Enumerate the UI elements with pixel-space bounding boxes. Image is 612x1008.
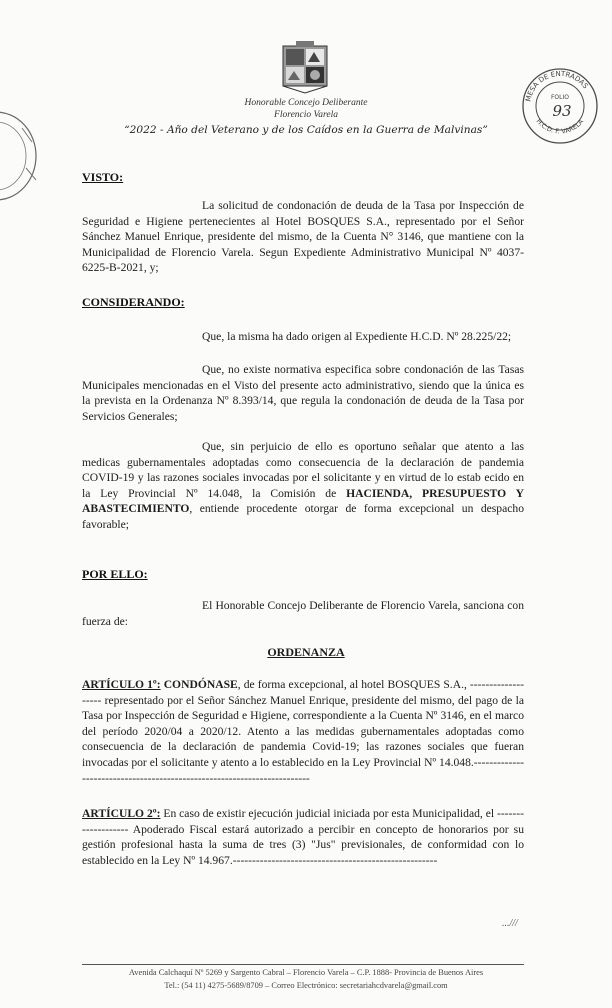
- svg-text:H.C.D. F. VARELA: [535, 117, 586, 135]
- considerando-text-3a: Que, sin perjuicio de ello es oportuno señalar que atento a las medicas gubernamentales adoptadas como consecuencia de la declaración de pandemia COVID-19 y las razones sociales invocadas por el solicitante y en virtud de lo estab ecido en la Ley Provincial Nº 14.048, la Comisión de: [82, 440, 524, 500]
- article-2-label: ARTÍCULO 2º:: [82, 807, 161, 820]
- considerando-paragraph-1: [82, 329, 524, 345]
- considerando-paragraph-3: [82, 439, 524, 533]
- year-motto: “2022 - Año del Veterano y de los Caídos en la Guerra de Malvinas”: [124, 124, 488, 136]
- council-name: Honorable Concejo Deliberante: [244, 98, 368, 108]
- article-1-label: ARTÍCULO 1º:: [82, 678, 161, 691]
- visto-heading: VISTO:: [82, 170, 124, 184]
- article-1-lead: CONDÓNASE: [163, 678, 238, 691]
- por-ello-paragraph: [82, 598, 524, 629]
- footer-contact: Tel.: (54 11) 4275-5689/8709 – Correo Electrónico: secretariahcdvarela@gmail.com: [164, 981, 448, 990]
- considerando-paragraph-2: [82, 362, 524, 424]
- considerando-text-3b: , entiende procedente otorgar de forma excepcional un despacho favorable;: [82, 502, 524, 531]
- por-ello-heading: POR ELLO:: [82, 567, 148, 581]
- ordenanza-title: ORDENANZA: [267, 645, 345, 659]
- article-2: [82, 806, 524, 868]
- footer-divider: [82, 964, 524, 965]
- article-1: [82, 677, 524, 786]
- stamp-folio-number: 93: [552, 102, 572, 120]
- considerando-text-2: Que, no existe normativa especifica sobre condonación de las Tasas Municipales mencionadas en el Visto del presente acto administrativo, siendo que la única es la prevista en la Ordenanza Nº 8.393/14, que regula la condonación de deuda de la Tasa por Servicios Generales;: [82, 363, 524, 423]
- committee-name: HACIENDA, PRESUPUESTO Y ABASTECIMIENTO: [82, 486, 525, 516]
- council-crest-logo: [282, 40, 328, 94]
- visto-paragraph: [82, 198, 524, 276]
- stamp-folio-label: FOLIO: [550, 94, 570, 101]
- city-name: Florencio Varela: [274, 110, 338, 120]
- considerando-text-1: Que, la misma ha dado origen al Expediente H.C.D. Nº 28.225/22;: [202, 330, 512, 343]
- stamp-bottom-text: H.C.D. F. VARELA: [534, 117, 586, 136]
- visto-text: La solicitud de condonación de deuda de la Tasa por Inspección de Seguridad e Higiene pertenecientes al Hotel BOSQUES S.A., representado por el Señor Sánchez Manuel Enrique, presidente del mismo, de la Cuenta N° 3146, que mantiene con la Municipalidad de Florencio Varela. Segun Expediente Administrativo Municipal Nº 4037-6225-B-2021, y;: [82, 199, 524, 275]
- article-2-text: En caso de existir ejecución judicial iniciada por esta Municipalidad, el ------------------- Apoderado Fiscal estará autorizado a percibir en concepto de honorarios por su gestión profesional hasta la suma de tres (3) "Jus" previsionales, de conformidad con lo establecido en la Ley Nº 14.967.-----------------------------------------------------: [82, 807, 524, 867]
- por-ello-text: El Honorable Concejo Deliberante de Florencio Varela, sanciona con fuerza de:: [82, 599, 524, 628]
- footer-address: Avenida Calchaquí Nº 5269 y Sargento Cabral – Florencio Varela – C.P. 1888- Provincia de Buenos Aires: [128, 968, 484, 977]
- continuation-mark: ...///: [502, 918, 518, 929]
- article-1-text: , de forma excepcional, al hotel BOSQUES S.A., ------------------- representado por el Señor Sánchez Manuel Enrique, presidente del mismo, del pago de la Tasa por Inspección de Seguridad e Higiene, correspondiente a la Cuenta Nº 3146, en el marco del período 2020/04 a 2020/12. Atento a las medidas gubernamentales adoptadas como consecuencia de la declaración de pandemia Covid-19; las razones sociales que fueran invocadas por el solicitante y atento a lo establecido en la Ley Provincial Nº 14.048.------------------------------------------------------------------------: [82, 678, 524, 785]
- folio-stamp: [520, 66, 600, 146]
- considerando-heading: CONSIDERANDO:: [82, 295, 185, 309]
- stamp-top-text: MESA DE ENTRADAS: [524, 69, 590, 103]
- left-partial-seal: [0, 108, 40, 204]
